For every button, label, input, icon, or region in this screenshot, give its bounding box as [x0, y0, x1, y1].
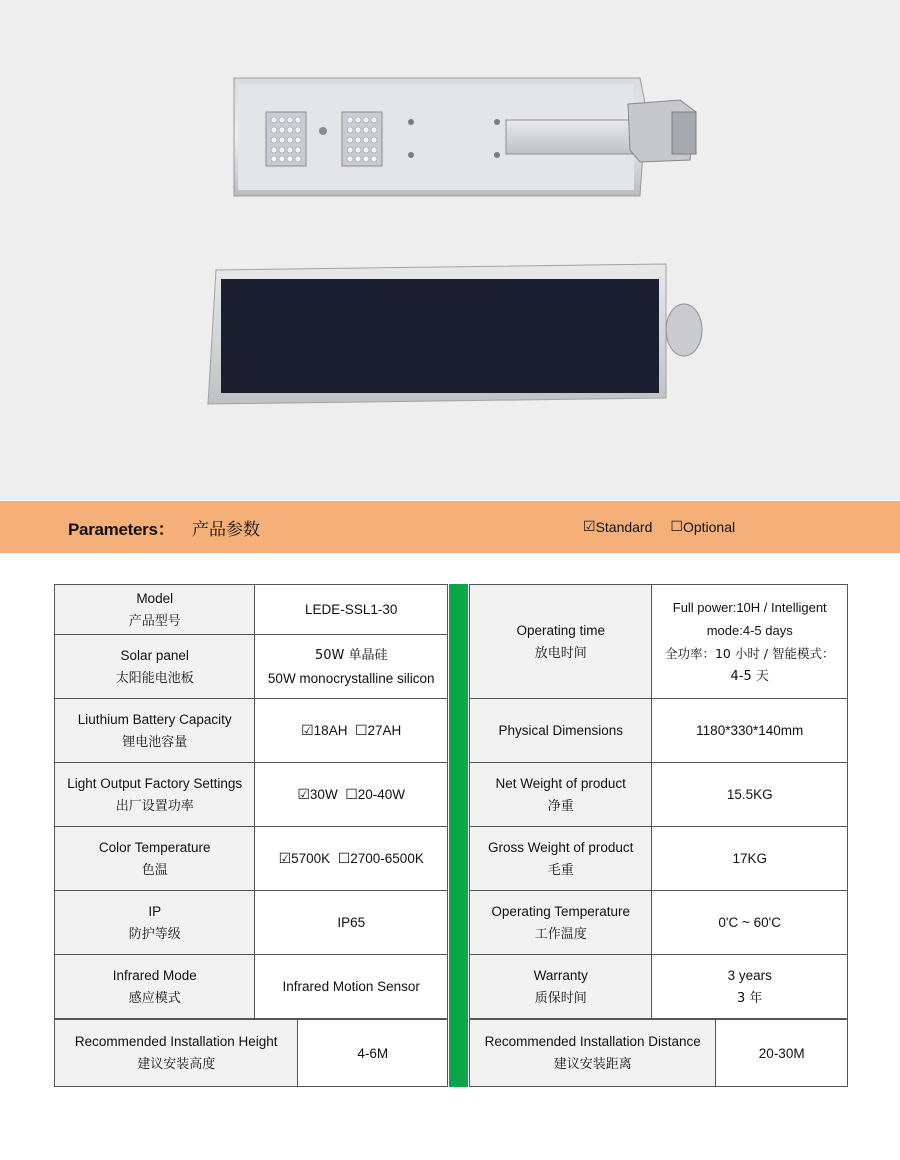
spec-label-installation-height: [55, 1020, 298, 1087]
spec-label-operating-temperature: [470, 891, 652, 955]
table-row: [470, 1020, 848, 1087]
table-row: [55, 955, 448, 1019]
spec-table-right-bottom: [469, 1019, 848, 1087]
table-row: [55, 1020, 448, 1087]
legend-standard-label: Standard: [595, 519, 653, 535]
spec-value-ip: IP65: [255, 891, 448, 955]
parameters-banner: [0, 501, 900, 553]
spec-value-operating-time: [652, 585, 848, 699]
table-row: [55, 585, 448, 635]
spec-value-cn: 4-5 天: [730, 668, 769, 684]
spec-label-cn: 色温: [141, 862, 168, 878]
checked-box-icon: ☑: [297, 786, 310, 803]
solar-street-light-image: [0, 0, 900, 500]
spec-label-net-weight: [470, 763, 652, 827]
spec-label-cn: 毛重: [547, 862, 574, 878]
table-row: [55, 827, 448, 891]
spec-label-battery: [55, 699, 255, 763]
spec-value-color: [255, 827, 448, 891]
spec-label-en: Infrared Mode: [112, 967, 197, 983]
empty-box-icon: ☐: [354, 722, 368, 739]
spec-value-cn: 3 年: [737, 990, 763, 1006]
parameters-title-cn: 产品参数: [192, 520, 260, 540]
empty-box-icon: ☐: [345, 786, 358, 803]
spec-label-cn: 产品型号: [128, 613, 181, 629]
empty-box-icon: ☐: [670, 519, 683, 535]
spec-label-solar: [55, 635, 255, 699]
legend-optional: [670, 519, 735, 535]
spec-label-cn: 锂电池容量: [122, 734, 188, 750]
spec-value-cn: 全功率：10 小时 / 智能模式：: [664, 645, 835, 661]
spec-table-left-bottom: [54, 1019, 448, 1087]
spec-label-en: Light Output Factory Settings: [67, 775, 243, 791]
spec-value-infrared: Infrared Motion Sensor: [255, 955, 448, 1019]
empty-box-icon: ☐: [337, 850, 351, 867]
spec-label-cn: 放电时间: [534, 645, 587, 661]
spec-table-right: [469, 584, 848, 1019]
option-optional: 2700-6500K: [350, 850, 424, 866]
spec-label-cn: 太阳能电池板: [115, 670, 194, 686]
spec-label-en: Liuthium Battery Capacity: [77, 711, 232, 727]
spec-value-en: mode:4-5 days: [706, 622, 793, 638]
spec-label-cn: 建议安装高度: [137, 1057, 216, 1072]
spec-value-warranty: [652, 955, 848, 1019]
spec-value-model: LEDE-SSL1-30: [255, 585, 448, 635]
legend-optional-label: Optional: [682, 519, 736, 535]
spec-label-en: Operating Temperature: [491, 903, 631, 919]
spec-label-en: Warranty: [533, 967, 588, 983]
table-row: [470, 891, 848, 955]
spec-label-cn: 质保时间: [534, 990, 587, 1006]
spec-value-installation-distance: 20-30M: [716, 1020, 848, 1087]
spec-value-solar: [255, 635, 448, 699]
spec-label-cn: 感应模式: [128, 990, 181, 1006]
product-photo: [0, 0, 900, 500]
option-standard: 18AH: [313, 722, 348, 738]
legend: [583, 519, 735, 535]
spec-value-en: 50W monocrystalline silicon: [267, 670, 435, 686]
spec-label-en: Recommended Installation Distance: [484, 1034, 701, 1049]
spec-label-gross-weight: [470, 827, 652, 891]
spec-label-en: Net Weight of product: [495, 775, 626, 791]
spec-label-cn: 建议安装距离: [553, 1057, 632, 1072]
spec-value-output: [255, 763, 448, 827]
table-row: [55, 635, 448, 699]
spec-value-cn: 50W 单晶硅: [314, 647, 388, 663]
spec-value-en: Full power:10H / Intelligent: [672, 599, 827, 615]
spec-label-en: IP: [148, 903, 162, 919]
table-row: [470, 827, 848, 891]
spec-value-dimensions: 1180*330*140mm: [652, 699, 848, 763]
legend-standard: [583, 519, 652, 535]
spec-label-ip: [55, 891, 255, 955]
spec-label-color: [55, 827, 255, 891]
table-row: [470, 699, 848, 763]
table-row: [470, 763, 848, 827]
parameters-title: [68, 515, 174, 540]
table-divider-bar: [449, 584, 468, 1087]
spec-label-cn: 工作温度: [534, 926, 587, 942]
table-row: [470, 585, 848, 699]
option-optional: 27AH: [367, 722, 402, 738]
table-row: [470, 955, 848, 1019]
checked-box-icon: ☑: [301, 722, 314, 739]
spec-label-en: Operating time: [516, 622, 605, 638]
table-row: [55, 891, 448, 955]
spec-label-infrared: [55, 955, 255, 1019]
parameters-title-text: Parameters: [68, 520, 158, 539]
spec-value-en: 3 years: [727, 967, 772, 983]
spec-value-operating-temperature: 0'C ~ 60'C: [652, 891, 848, 955]
spec-label-en: Recommended Installation Height: [74, 1034, 278, 1049]
option-optional: 20-40W: [357, 786, 406, 802]
option-standard: 5700K: [291, 850, 331, 866]
spec-label-cn: 净重: [547, 798, 574, 814]
parameters-title-colon: ：: [157, 520, 175, 539]
spec-label-warranty: [470, 955, 652, 1019]
spec-label-model: [55, 585, 255, 635]
spec-label-en: Solar panel: [120, 647, 189, 663]
spec-label-output: [55, 763, 255, 827]
spec-label-installation-distance: [470, 1020, 716, 1087]
spec-label-en: Gross Weight of product: [488, 839, 634, 855]
spec-label-en: Color Temperature: [98, 839, 211, 855]
spec-label-operating-time: [470, 585, 652, 699]
spec-value-net-weight: 15.5KG: [652, 763, 848, 827]
spec-label-cn: 防护等级: [128, 926, 181, 942]
spec-value-gross-weight: 17KG: [652, 827, 848, 891]
checked-box-icon: ☑: [278, 850, 292, 867]
table-row: [55, 763, 448, 827]
checked-box-icon: ☑: [583, 519, 596, 535]
spec-label-en: Model: [136, 590, 174, 606]
spec-label-dimensions: Physical Dimensions: [470, 699, 652, 763]
option-standard: 30W: [309, 786, 338, 802]
spec-label-cn: 出厂设置功率: [115, 798, 194, 814]
spec-value-installation-height: 4-6M: [298, 1020, 448, 1087]
spec-table-left: [54, 584, 448, 1019]
table-row: [55, 699, 448, 763]
spec-value-battery: [255, 699, 448, 763]
